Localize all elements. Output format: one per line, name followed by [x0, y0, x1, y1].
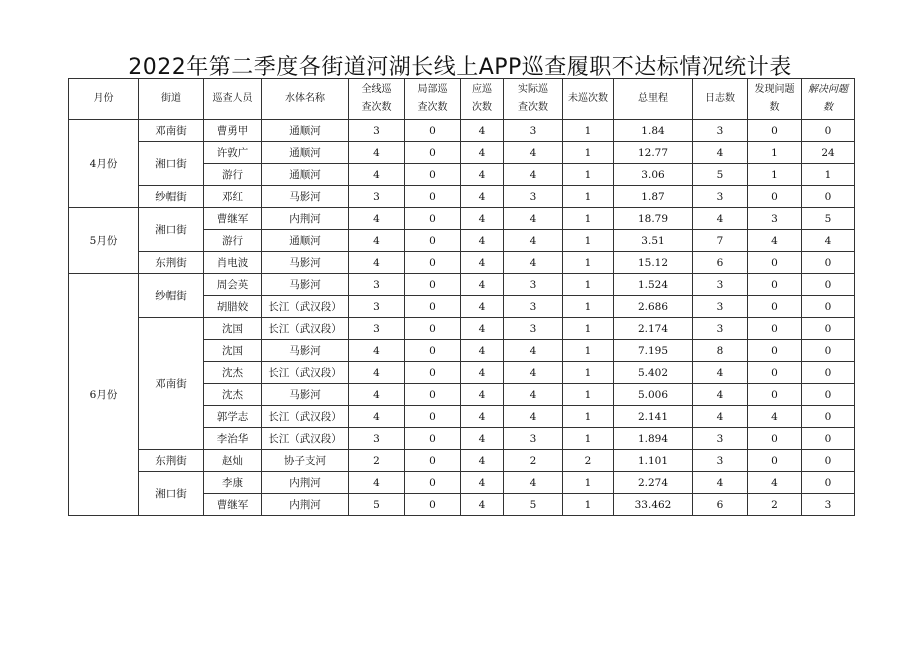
partial-cell: 0: [405, 186, 461, 208]
water-cell: 通顺河: [262, 230, 349, 252]
solved-cell: 3: [802, 494, 855, 516]
actual-cell: 3: [504, 120, 563, 142]
water-cell: 长江（武汉段）: [262, 362, 349, 384]
required-cell: 4: [461, 142, 504, 164]
inspector-cell: 许敦广: [204, 142, 262, 164]
table-row: [69, 120, 855, 142]
found-cell: 1: [748, 164, 802, 186]
water-cell: 内荆河: [262, 494, 349, 516]
inspector-cell: 邓红: [204, 186, 262, 208]
table-row: [69, 472, 855, 494]
actual-cell: 5: [504, 494, 563, 516]
required-cell: 4: [461, 208, 504, 230]
full-cell: 4: [349, 208, 405, 230]
logs-cell: 3: [693, 450, 748, 472]
missed-cell: 1: [563, 164, 614, 186]
inspector-cell: 游行: [204, 164, 262, 186]
missed-cell: 1: [563, 274, 614, 296]
solved-cell: 0: [802, 120, 855, 142]
month-cell: 5月份: [69, 208, 139, 274]
logs-cell: 3: [693, 274, 748, 296]
street-cell: 邓南街: [139, 120, 204, 142]
solved-cell: 0: [802, 384, 855, 406]
logs-cell: 3: [693, 120, 748, 142]
missed-cell: 1: [563, 142, 614, 164]
full-cell: 5: [349, 494, 405, 516]
water-cell: 马影河: [262, 186, 349, 208]
full-cell: 3: [349, 274, 405, 296]
found-cell: 3: [748, 208, 802, 230]
missed-cell: 1: [563, 494, 614, 516]
found-cell: 0: [748, 450, 802, 472]
missed-cell: 1: [563, 340, 614, 362]
inspector-cell: 沈杰: [204, 384, 262, 406]
partial-cell: 0: [405, 318, 461, 340]
table-row: [69, 208, 855, 230]
table-row: [69, 450, 855, 472]
full-cell: 4: [349, 164, 405, 186]
actual-cell: 4: [504, 472, 563, 494]
water-cell: 通顺河: [262, 142, 349, 164]
street-cell: 湘口街: [139, 472, 204, 516]
partial-cell: 0: [405, 120, 461, 142]
full-cell: 4: [349, 384, 405, 406]
inspector-cell: 沈国: [204, 340, 262, 362]
logs-cell: 3: [693, 186, 748, 208]
full-cell: 3: [349, 428, 405, 450]
distance-cell: 7.195: [614, 340, 693, 362]
partial-cell: 0: [405, 252, 461, 274]
distance-cell: 1.524: [614, 274, 693, 296]
found-cell: 0: [748, 428, 802, 450]
water-cell: 内荆河: [262, 472, 349, 494]
required-cell: 4: [461, 472, 504, 494]
partial-cell: 0: [405, 384, 461, 406]
logs-cell: 4: [693, 384, 748, 406]
actual-cell: 4: [504, 340, 563, 362]
solved-cell: 1: [802, 164, 855, 186]
distance-cell: 18.79: [614, 208, 693, 230]
actual-cell: 4: [504, 362, 563, 384]
water-cell: 通顺河: [262, 120, 349, 142]
water-cell: 马影河: [262, 252, 349, 274]
header-missed: 未巡次数: [563, 79, 614, 120]
header-total-distance: 总里程: [614, 79, 693, 120]
full-cell: 3: [349, 186, 405, 208]
table-row: [69, 274, 855, 296]
month-cell: 4月份: [69, 120, 139, 208]
header-full-line: 全线巡 查次数: [349, 79, 405, 120]
logs-cell: 5: [693, 164, 748, 186]
required-cell: 4: [461, 120, 504, 142]
actual-cell: 4: [504, 164, 563, 186]
street-cell: 纱帽街: [139, 186, 204, 208]
water-cell: 长江（武汉段）: [262, 296, 349, 318]
street-cell: 湘口街: [139, 208, 204, 252]
actual-cell: 3: [504, 296, 563, 318]
missed-cell: 1: [563, 428, 614, 450]
logs-cell: 4: [693, 472, 748, 494]
logs-cell: 7: [693, 230, 748, 252]
required-cell: 4: [461, 362, 504, 384]
full-cell: 4: [349, 340, 405, 362]
water-cell: 马影河: [262, 384, 349, 406]
found-cell: 0: [748, 384, 802, 406]
distance-cell: 12.77: [614, 142, 693, 164]
distance-cell: 2.141: [614, 406, 693, 428]
distance-cell: 1.87: [614, 186, 693, 208]
solved-cell: 4: [802, 230, 855, 252]
inspector-cell: 曹勇甲: [204, 120, 262, 142]
partial-cell: 0: [405, 142, 461, 164]
inspector-cell: 沈国: [204, 318, 262, 340]
table-row: [69, 186, 855, 208]
logs-cell: 3: [693, 428, 748, 450]
logs-cell: 3: [693, 318, 748, 340]
distance-cell: 15.12: [614, 252, 693, 274]
required-cell: 4: [461, 230, 504, 252]
actual-cell: 4: [504, 230, 563, 252]
header-found: 发现问题 数: [748, 79, 802, 120]
found-cell: 4: [748, 472, 802, 494]
distance-cell: 5.006: [614, 384, 693, 406]
partial-cell: 0: [405, 494, 461, 516]
logs-cell: 6: [693, 252, 748, 274]
missed-cell: 1: [563, 384, 614, 406]
actual-cell: 4: [504, 208, 563, 230]
header-inspector: 巡查人员: [204, 79, 262, 120]
missed-cell: 1: [563, 186, 614, 208]
found-cell: 2: [748, 494, 802, 516]
actual-cell: 3: [504, 274, 563, 296]
inspector-cell: 曹继军: [204, 208, 262, 230]
inspector-cell: 游行: [204, 230, 262, 252]
solved-cell: 0: [802, 186, 855, 208]
logs-cell: 6: [693, 494, 748, 516]
full-cell: 3: [349, 296, 405, 318]
missed-cell: 1: [563, 318, 614, 340]
logs-cell: 8: [693, 340, 748, 362]
full-cell: 4: [349, 362, 405, 384]
page-title: 2022年第二季度各街道河湖长线上APP巡查履职不达标情况统计表: [128, 55, 792, 80]
distance-cell: 1.894: [614, 428, 693, 450]
inspector-cell: 曹继军: [204, 494, 262, 516]
partial-cell: 0: [405, 450, 461, 472]
water-cell: 内荆河: [262, 208, 349, 230]
found-cell: 0: [748, 186, 802, 208]
actual-cell: 4: [504, 142, 563, 164]
street-cell: 湘口街: [139, 142, 204, 186]
full-cell: 4: [349, 406, 405, 428]
partial-cell: 0: [405, 428, 461, 450]
header-solved: 解决问题 数: [802, 79, 855, 120]
found-cell: 4: [748, 230, 802, 252]
found-cell: 0: [748, 318, 802, 340]
full-cell: 3: [349, 120, 405, 142]
partial-cell: 0: [405, 208, 461, 230]
inspector-cell: 李康: [204, 472, 262, 494]
missed-cell: 1: [563, 120, 614, 142]
logs-cell: 4: [693, 142, 748, 164]
header-month: 月份: [69, 79, 139, 120]
water-cell: 马影河: [262, 274, 349, 296]
missed-cell: 1: [563, 296, 614, 318]
inspector-cell: 郭学志: [204, 406, 262, 428]
found-cell: 0: [748, 120, 802, 142]
partial-cell: 0: [405, 362, 461, 384]
solved-cell: 0: [802, 406, 855, 428]
street-cell: 东荆街: [139, 252, 204, 274]
solved-cell: 0: [802, 450, 855, 472]
logs-cell: 4: [693, 362, 748, 384]
required-cell: 4: [461, 274, 504, 296]
header-row: [69, 79, 855, 120]
found-cell: 0: [748, 362, 802, 384]
street-cell: 邓南街: [139, 318, 204, 450]
partial-cell: 0: [405, 406, 461, 428]
actual-cell: 2: [504, 450, 563, 472]
solved-cell: 0: [802, 340, 855, 362]
required-cell: 4: [461, 428, 504, 450]
missed-cell: 1: [563, 230, 614, 252]
required-cell: 4: [461, 252, 504, 274]
table-row: [69, 318, 855, 340]
solved-cell: 0: [802, 472, 855, 494]
distance-cell: 3.06: [614, 164, 693, 186]
distance-cell: 2.274: [614, 472, 693, 494]
header-log-count: 日志数: [693, 79, 748, 120]
street-cell: 东荆街: [139, 450, 204, 472]
water-cell: 通顺河: [262, 164, 349, 186]
missed-cell: 1: [563, 472, 614, 494]
header-partial: 局部巡 查次数: [405, 79, 461, 120]
actual-cell: 3: [504, 186, 563, 208]
full-cell: 4: [349, 472, 405, 494]
actual-cell: 4: [504, 406, 563, 428]
solved-cell: 0: [802, 274, 855, 296]
water-cell: 协子支河: [262, 450, 349, 472]
actual-cell: 3: [504, 318, 563, 340]
water-cell: 马影河: [262, 340, 349, 362]
water-cell: 长江（武汉段）: [262, 406, 349, 428]
missed-cell: 1: [563, 406, 614, 428]
partial-cell: 0: [405, 164, 461, 186]
actual-cell: 3: [504, 428, 563, 450]
logs-cell: 4: [693, 406, 748, 428]
logs-cell: 4: [693, 208, 748, 230]
actual-cell: 4: [504, 252, 563, 274]
missed-cell: 1: [563, 362, 614, 384]
full-cell: 3: [349, 318, 405, 340]
distance-cell: 2.174: [614, 318, 693, 340]
distance-cell: 3.51: [614, 230, 693, 252]
solved-cell: 0: [802, 296, 855, 318]
solved-cell: 0: [802, 252, 855, 274]
found-cell: 0: [748, 340, 802, 362]
inspector-cell: 李治华: [204, 428, 262, 450]
required-cell: 4: [461, 318, 504, 340]
partial-cell: 0: [405, 230, 461, 252]
required-cell: 4: [461, 296, 504, 318]
partial-cell: 0: [405, 340, 461, 362]
solved-cell: 0: [802, 318, 855, 340]
header-actual: 实际巡 查次数: [504, 79, 563, 120]
header-street: 街道: [139, 79, 204, 120]
inspector-cell: 肖电波: [204, 252, 262, 274]
full-cell: 2: [349, 450, 405, 472]
missed-cell: 1: [563, 208, 614, 230]
water-cell: 长江（武汉段）: [262, 318, 349, 340]
solved-cell: 5: [802, 208, 855, 230]
full-cell: 4: [349, 230, 405, 252]
header-water-body: 水体名称: [262, 79, 349, 120]
month-cell: 6月份: [69, 274, 139, 516]
found-cell: 0: [748, 296, 802, 318]
required-cell: 4: [461, 186, 504, 208]
partial-cell: 0: [405, 296, 461, 318]
partial-cell: 0: [405, 472, 461, 494]
full-cell: 4: [349, 142, 405, 164]
required-cell: 4: [461, 494, 504, 516]
solved-cell: 0: [802, 362, 855, 384]
distance-cell: 5.402: [614, 362, 693, 384]
missed-cell: 1: [563, 252, 614, 274]
found-cell: 0: [748, 274, 802, 296]
required-cell: 4: [461, 406, 504, 428]
found-cell: 1: [748, 142, 802, 164]
actual-cell: 4: [504, 384, 563, 406]
required-cell: 4: [461, 340, 504, 362]
required-cell: 4: [461, 164, 504, 186]
found-cell: 0: [748, 252, 802, 274]
required-cell: 4: [461, 450, 504, 472]
water-cell: 长江（武汉段）: [262, 428, 349, 450]
header-required: 应巡 次数: [461, 79, 504, 120]
distance-cell: 1.84: [614, 120, 693, 142]
partial-cell: 0: [405, 274, 461, 296]
missed-cell: 2: [563, 450, 614, 472]
distance-cell: 33.462: [614, 494, 693, 516]
full-cell: 4: [349, 252, 405, 274]
solved-cell: 0: [802, 428, 855, 450]
inspector-cell: 赵灿: [204, 450, 262, 472]
table-row: [69, 142, 855, 164]
inspector-cell: 沈杰: [204, 362, 262, 384]
distance-cell: 1.101: [614, 450, 693, 472]
inspector-cell: 胡腊姣: [204, 296, 262, 318]
logs-cell: 3: [693, 296, 748, 318]
distance-cell: 2.686: [614, 296, 693, 318]
solved-cell: 24: [802, 142, 855, 164]
found-cell: 4: [748, 406, 802, 428]
table-row: [69, 252, 855, 274]
inspection-table: [68, 78, 855, 516]
inspector-cell: 周会英: [204, 274, 262, 296]
street-cell: 纱帽街: [139, 274, 204, 318]
required-cell: 4: [461, 384, 504, 406]
